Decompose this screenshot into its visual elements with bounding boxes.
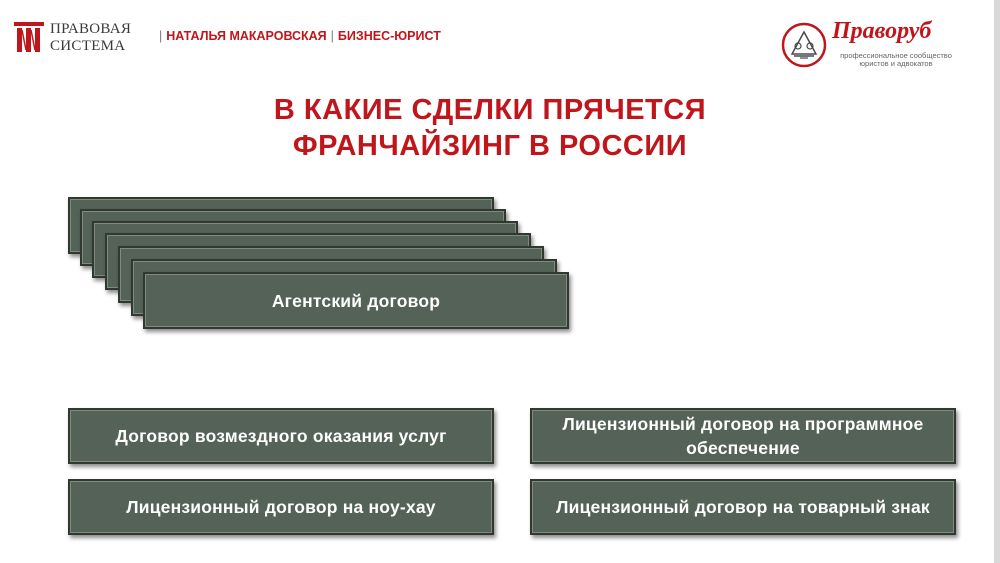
partner-name: Праворуб (832, 18, 932, 44)
slide-edge (994, 0, 1000, 563)
agent-agreement-label: Агентский договор (271, 290, 441, 311)
brand-line-1: ПРАВОВАЯ (50, 21, 132, 37)
author-name: НАТАЛЬЯ МАКАРОВСКАЯ (166, 29, 327, 43)
services-agreement-box (68, 408, 494, 464)
author-role: БИЗНЕС-ЮРИСТ (337, 29, 441, 43)
brand-name (50, 21, 131, 55)
software-license-label: Лицензионный договор на программное обеспечение (562, 414, 924, 458)
pravovaya-sistema-logo-icon (14, 22, 44, 54)
knowhow-license-box (68, 479, 494, 535)
author-separator-2: | (330, 29, 334, 43)
partner-tagline: профессиональное сообщество юристов и адвокатов (840, 51, 952, 68)
services-agreement-label: Договор возмездного оказания услуг (115, 426, 447, 446)
pravorub-emblem-icon (780, 22, 828, 68)
slide-title-line-2: ФРАНЧАЙЗИНГ В РОССИИ (292, 130, 688, 162)
agent-agreement-card (143, 272, 569, 329)
software-license-box (530, 408, 956, 464)
trademark-license-label: Лицензионный договор на товарный знак (556, 497, 930, 517)
slide-title-line-1: В КАКИЕ СДЕЛКИ ПРЯЧЕТСЯ (273, 94, 707, 126)
slide-title (150, 92, 830, 164)
brand-line-2: СИСТЕМА (50, 38, 126, 54)
author-separator-1: | (159, 29, 163, 43)
author-line (155, 29, 441, 43)
trademark-license-box (530, 479, 956, 535)
knowhow-license-label: Лицензионный договор на ноу-хау (126, 497, 436, 517)
